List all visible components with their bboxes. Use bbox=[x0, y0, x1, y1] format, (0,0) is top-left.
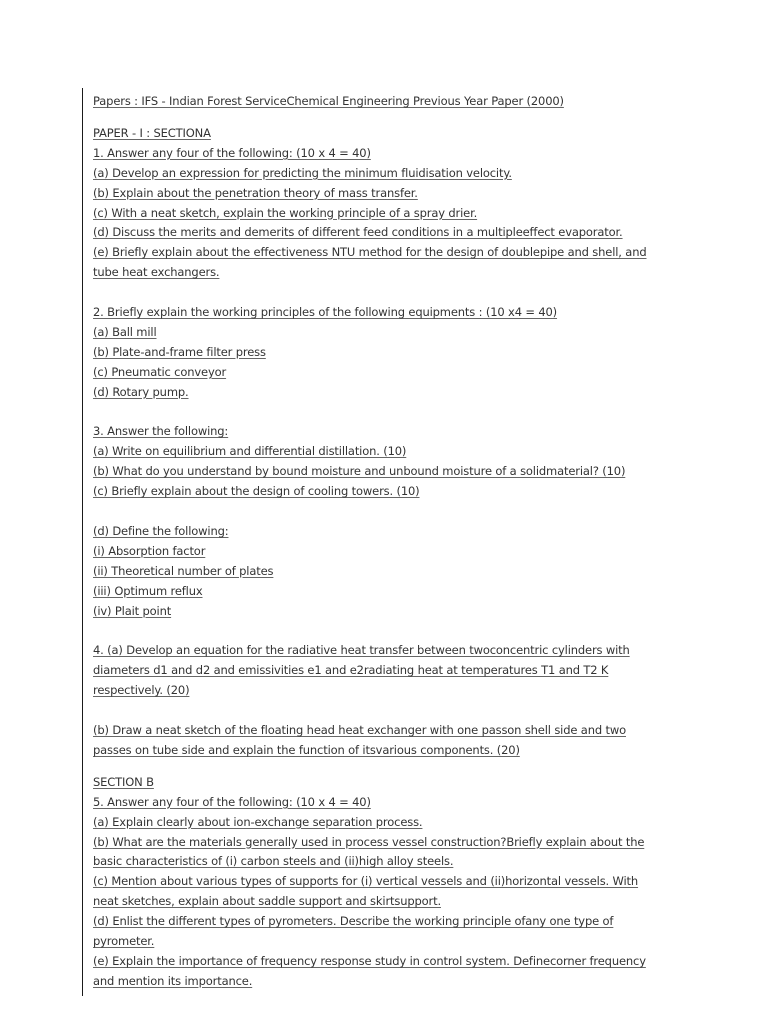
question-5-part-e: (e) Explain the importance of frequency response study in control system. Definecorner frequency bbox=[93, 953, 646, 968]
question-5-part-b-cont: basic characteristics of (i) carbon steels and (ii)high alloy steels. bbox=[93, 854, 454, 869]
question-4b-line-1: (b) Draw a neat sketch of the floating head heat exchanger with one passon shell side and two bbox=[93, 723, 626, 738]
question-4a-line-3: respectively. (20) bbox=[93, 683, 190, 698]
question-3d-part-i: (i) Absorption factor bbox=[93, 543, 206, 558]
question-1-part-c: (c) With a neat sketch, explain the working principle of a spray drier. bbox=[93, 205, 478, 220]
question-1-part-e: (e) Briefly explain about the effectiveness NTU method for the design of doublepipe and shell, and bbox=[93, 245, 647, 260]
document-body bbox=[93, 92, 673, 992]
left-margin-rule bbox=[82, 88, 83, 996]
question-3d-part-ii: (ii) Theoretical number of plates bbox=[93, 563, 274, 578]
question-1-stem: 1. Answer any four of the following: (10 x 4 = 40) bbox=[93, 145, 371, 160]
question-5-part-b: (b) What are the materials generally used in process vessel construction?Briefly explain about the bbox=[93, 834, 645, 849]
question-5-part-e-cont: and mention its importance. bbox=[93, 973, 253, 988]
question-3-part-c: (c) Briefly explain about the design of cooling towers. (10) bbox=[93, 484, 420, 499]
question-4b-line-2: passes on tube side and explain the function of itsvarious components. (20) bbox=[93, 742, 520, 757]
question-5-stem: 5. Answer any four of the following: (10 x 4 = 40) bbox=[93, 794, 371, 809]
question-2-stem: 2. Briefly explain the working principles of the following equipments : (10 x4 = 40) bbox=[93, 305, 558, 320]
question-5-part-d: (d) Enlist the different types of pyrometers. Describe the working principle ofany one type of bbox=[93, 914, 614, 929]
question-5-part-c: (c) Mention about various types of supports for (i) vertical vessels and (ii)horizontal vessels. With bbox=[93, 874, 639, 889]
question-4a-line-2: diameters d1 and d2 and emissivities e1 and e2radiating heat at temperatures T1 and T2 K bbox=[93, 663, 609, 678]
question-2-part-a: (a) Ball mill bbox=[93, 324, 157, 339]
question-1-part-e-cont: tube heat exchangers. bbox=[93, 265, 220, 280]
question-3-stem: 3. Answer the following: bbox=[93, 424, 229, 439]
question-4a-line-1: 4. (a) Develop an equation for the radiative heat transfer between twoconcentric cylinders with bbox=[93, 643, 630, 658]
question-2-part-b: (b) Plate-and-frame filter press bbox=[93, 344, 266, 359]
document-title: Papers : IFS - Indian Forest ServiceChemical Engineering Previous Year Paper (2000) bbox=[93, 94, 564, 108]
section-b-heading: SECTION B bbox=[93, 774, 154, 789]
question-2-part-c: (c) Pneumatic conveyor bbox=[93, 364, 227, 379]
question-5-part-c-cont: neat sketches, explain about saddle support and skirtsupport. bbox=[93, 894, 441, 909]
question-5-part-d-cont: pyrometer. bbox=[93, 934, 155, 949]
question-3d-part-iii: (iii) Optimum reflux bbox=[93, 583, 203, 598]
question-1-part-a: (a) Develop an expression for predicting the minimum fluidisation velocity. bbox=[93, 165, 512, 180]
question-3d-stem: (d) Define the following: bbox=[93, 523, 229, 538]
question-3-part-a: (a) Write on equilibrium and differential distillation. (10) bbox=[93, 444, 407, 459]
question-1-part-d: (d) Discuss the merits and demerits of different feed conditions in a multipleeffect evaporator. bbox=[93, 225, 623, 240]
paper-heading: PAPER - I : SECTIONA bbox=[93, 125, 211, 140]
question-5-part-a: (a) Explain clearly about ion-exchange separation process. bbox=[93, 814, 423, 829]
question-3d-part-iv: (iv) Plait point bbox=[93, 603, 172, 618]
question-1-part-b: (b) Explain about the penetration theory of mass transfer. bbox=[93, 185, 418, 200]
question-3-part-b: (b) What do you understand by bound moisture and unbound moisture of a solidmaterial? (10) bbox=[93, 464, 626, 479]
question-2-part-d: (d) Rotary pump. bbox=[93, 384, 189, 399]
